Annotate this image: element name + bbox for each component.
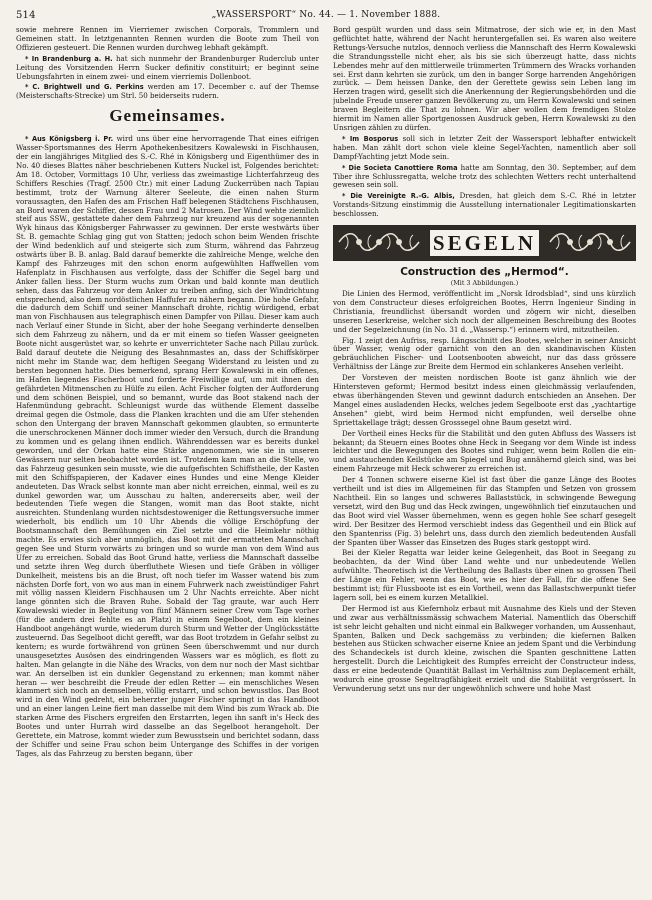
left-ornament: [337, 229, 421, 255]
article-paragraph: Der 4 Tonnen schwere eiserne Kiel ist fast über die ganze Länge des Bootes vertheilt und ist dies im Allgemeinen für das Stampfen und Setzen von grossem Nachtheil. Ein so langes und schweres Ballaststück, in schwingende Bewegung versetzt, wird den Bug und das Heck zwingen, ungewöhnlich tief einzutauchen und das Boot wird viel Wasser übernehmen, wenn es gegen hohle See scharf gesegelt wird. Der Besitzer des Hermod verschiebt indess das Gegentheil und ein Blick auf den Spantenriss (Fig. 3) belehrt uns, dass durch den ziemlich bedeutenden Ausfall der Spanten über Wasser das Einsetzen des Buges stark gestoppt wird.: [333, 475, 636, 547]
brandenburg-lead: * In Brandenburg a. H.: [25, 54, 113, 63]
banner-plate: [429, 229, 540, 257]
right-continuation: Bord gespült wurden und dass sein Mitmatrose, der sich wie er, in den Mast geflüchtet hatte, während der Nacht heruntergefallen sei. Es waren also weitere Rettungs-Versuche nutzlos, dennoch verliess die Mannschaft des Herrn Kowalewski die Strandungsstelle nicht eher, als bis sie sich überzeugt hatte, dass nichts Lebendes mehr auf den mittlerweile trümmerten Trümmern des Wracks vorhanden sei. Erst dann kehrten sie zurück, um den in banger Sorge harrenden Angehörigen zurück. — Dem heissen Danke, den der Gerettete gewiss sein Leben lang im Herzen tragen wird, gesellt sich die Anerkennung der Regierungsbehörden und die jubelnde Freude unserer ganzen Bevölkerung zu, um Herrn Kowalewski und seinen braven Begleitern die That zu lohnen. Wir aber wollen dem fremdigen Stolze hiermit im Namen aller Sportgenossen Ausdruck geben, Herrn Kowalewski zu den Unsrigen zählen zu dürfen.: [333, 26, 636, 132]
left-column: [16, 26, 319, 896]
albis-item: [333, 192, 636, 219]
right-ornament: [548, 229, 632, 255]
koenigsberg-item: [16, 135, 319, 758]
right-column: [333, 26, 636, 896]
article-paragraph: Der Hermod ist aus Kiefernholz erbaut mit Ausnahme des Kiels und der Steven und zwar aus verhältnissmässig schwachem Material. Namentlich das Oberschiff ist sehr leicht gehalten und nicht einmal ein Balkweger vorhanden, um Aussenhaut, Spanten, Balken und Deck sachgemäss zu verbinden; die kiefernen Balken bestehen aus Stücken schwacher eiserne Kniee an jedem Spant und die Verbindung des Schandeckels ist durch kleine, zwischen die Spanten geschnittene Latten hergestellt. Durch die Leichtigkeit des Rumpfes erreicht der Constructeur indess, dass er eine bedeutende Quantität Ballast im Verhältniss zum Deplacement erhält, wodurch eine grosse Segeltragfähigkeit erzielt und die Stabilität vergrössert. In Verwunderung setzt uns nur der ungewöhnlich schwere und hohe Mast: [333, 603, 636, 693]
article-title: Construction des „Hermod“.: [400, 266, 569, 279]
running-title: „WASSERSPORT“ No. 44. — 1. November 1888.: [211, 10, 441, 20]
running-head: [16, 10, 636, 24]
page-number: 514: [16, 10, 36, 21]
article-subtitle: (Mit 3 Abbildungen.): [450, 279, 519, 288]
section-heading-gemeinsames: Gemeinsames.: [109, 106, 226, 126]
section-rule: [138, 130, 198, 131]
albis-lead: * Die Vereinigte R.-G. Albis,: [342, 192, 455, 201]
roma-body: hatte am Sonntag, den 30. September, auf dem Tiber ihre Schlussregatta, welche trotz des schlechten Wetters recht unterhaltend gewesen sein soll.: [333, 162, 636, 190]
article-paragraph: Fig. 1 zeigt den Aufriss, resp. Längsschnitt des Bootes, welcher in seiner Ansicht über Wasser, wenig oder garnicht von den an den skandinavischen Küsten gebräuchlichen Fischer- und Lootsenbooten abweicht, nur das dass grössere Verhältniss der Länge zur Breite dem Hermod ein schlankeres Ansehen verleiht.: [333, 335, 636, 372]
koenigsberg-lead: * Aus Königsberg i. Pr.: [25, 135, 114, 144]
banner-title: SEGELN: [432, 230, 537, 255]
article-paragraph: Die Linien des Hermod, veröffentlicht im „Norsk Idrodsblad“, sind uns kürzlich von dem Constructeur dieses erfolgreichen Bootes, Herrn Ingenieur Sinding in Christiania, freundlichst übersandt worden und zögern wir nicht, dieselben unseren Leserkreise, welcher sich noch der allgemeinen Beschreibung des Bootes und der Segelzeichnung (in No. 31 d. „Wassersp.“) erinnern wird, mitzutheilen.: [333, 289, 636, 334]
brandenburg-body: hat sich nunmehr der Brandenburger Ruderclub unter Leitung des Vorsitzenden Herrn Sucker definitiv constituirt; er beginnt seine Uebungsfahrten in einem zwei- und einem vierriemis Dollenboot.: [16, 53, 319, 81]
article-paragraph: Bei der Kieler Regatta war leider keine Gelegenheit, das Boot in Seegang zu beobachten, da der Wind über Land wehte und nur unbedeutende Wellen aufwühlte. Theoretisch ist die Vertheilung des Ballasts über einen so grossen Theil der Länge ein Fehler, wenn das Boot, wie es hier der Fall, für die offene See bestimmt ist; für Flussboote ist es ein Vortheil, wenn das Ballastschwerpunkt tiefer lagern soll, bei es einem kurzen Metallkiel.: [333, 548, 636, 602]
article-paragraph: Der Vortheil eines Hecks für die Stabilität und den guten Abfluss des Wassers ist bekannt; da Steuern eines Bootes ohne Heck in Seegang vor dem Winde ist indess leichter und die Bewegungen des Bootes sind ruhiger, wenn beim Rollen die ein- und austauchenden Keilstücke am Spiegel und Bug annähernd gleich sind, was bei einem Fahrzeuge mit Heck schwerer zu erreichen ist.: [333, 428, 636, 474]
koenigsberg-body: wird uns über eine hervorragende That eines eifrigen Wasser-Sportsmannes des Herrn Apothekenbesitzers Kowalewski in Fischhausen, der ein langjähriges Mitglied des S.-C. Rhé in Königsberg und Eigenthümer des in No. 40 dieses Blattes näher beschriebenen Kutters Nuckel ist, Folgendes berichtet: Am 18. October, Vormittags 10 Uhr, verliess das zweimastige Lichterfahrzeug des Schiffers Reschies (Tragf. 2500 Ctr.) mit einer Ladung Zuckerrüben nach Tapiau bestimmt, trotz der Warnung älterer Seeleute, die einen nahen Sturm voraussagten, den Hafen des am Frischen Haff belegenen Städtchens Fischhausen, an Bord waren der Schiffer, dessen Frau und 2 Matrosen. Der Wind wehte ziemlich steif aus SSW., gestattete daher dem Fahrzeug nur kreuzend aus der sogenannten Wyk hinaus das Königsberger Fahrwasser zu gewinnen. Der erste westwärts über St. B. gemachte Schlag ging gut von Statten; jedoch schon beim Wenden frischte der Wind bedenklich auf und steigerte sich zum Sturm, während das Fahrzeug ostwärts über B. B. anlag. Bald darauf bemerkte die zahlreiche Menge, welche den Kampf des Fahrzeuges mit den schon enorm aufgewühlten Haffwellen vom Hafenplatz in Fischhausen aus verfolgte, dass der Schiffer die Segel barg und Anker fallen liess. Der Sturm wuchs zum Orkan und bald konnte man deutlich sehen, dass das Fahrzeug vor dem Anker zu treiben anfing, sich der Windrichtung entsprechend, also dem nordöstlichen Haffufer zu nähern begann. Die hohe Gefahr, die dadurch dem Schiff und seiner Mannschaft drohte, richtig würdigend, erbat man von Fischhausen aus telegraphisch einen Dampfer von Pillau. Dieser kam auch nach Verlauf einer Stunde in Sicht, aber der hohe Seegang verhinderte denselben sich dem Fahrzeug zu nähern, und da er mit einem so tiefen Wasser geeigneten Boote nicht ausgerüstet war, so kehrte er unverrichteter Sache nach Pillau zurück. Bald darauf deutete die Neigung des Besahnmastes an, dass der Schiffskörper nicht mehr im Stande war, dem heftigen Seegang Widerstand zu leisten und zu bersten begonnen hatte. Dies bemerkend, sprang Herr Kowalewski in ein offenes, im Hafen liegendes Fischerboot und forderte Freiwillige auf, um mit ihnen den gefährdeten Mitmenschen zu Hülfe zu eilen. Acht Fischer folgten der Aufforderung und dem schönen Beispiel, und so bemannt, wurde das Boot stakend nach der Hafenmündung gebracht. Schleunigst wurde das wüthende Element dasselbe dreimal gegen die Ostmole, dass die Planken krachten und die am Ufer stehenden schon den Untergang der braven Mannschaft gekommen glaubten, so ermunterte die unerschrockenen Männer doch immer wieder den Versuch, durch die Brandung zu kommen und es gelang ihnen endlich. Währenddessen war es bereits dunkel geworden, und der Orkan hatte eine Stärke angenommen, wie sie in unseren Gewässern nur selten beobachtet worden ist. Trotzdem kam man an die Stelle, wo das Fahrzeug gesunken sein musste, wie die aufgefischten Schiffstheile, der Kasten mit den Schiffspapieren, der Kadaver eines Hundes und eine Menge Kleider andeuteten. Das Wrack selbst konnte man aber nicht erreichen, einmal, weil es zu dunkel geworden war, um Ausschau zu halten, andererseits aber, weil der bedeutenden Tiefe wegen die Stangen, womit man das Boot stakte, nicht ausreichten. Stundenlang wurden nichtsdestoweniger die Rettungsversuche immer wiederholt, bis endlich um 10 Uhr Abends die völlige Erschöpfung der Bootsmannschaft den Bemühungen ein Ziel setzte und die Heimkehr nöthig machte. Es erwies sich aber unmöglich, das Boot mit der ermatteten Mannschaft gegen See und Sturm vorwärts zu bringen und so wurde man von dem Wind aus Ufer zu erreichen. Sobald das Boot Grund hatte, verliess die Mannschaft dasselbe und setzte ihren Weg durch überfluthete Wiesen und tiefe Gräben in völliger Dunkelheit, meistens bis an die Brust, oft noch tiefer im Wasser watend bis zum nächsten Dorfe fort, von wo aus man in einem Fuhrwerk nach zweistündiger Fahrt mit völlig nassen Kleidern Fischhausen um 2 Uhr Nachts erreichte. Aber nicht lange gönnten sich die Braven Ruhe. Sobald der Tag graute, war auch Herr Kowalewski wieder in Begleitung von fünf Männern seiner Crew vom Tage vorher (für die andern drei fehlte es an Platz) in einem Segelboot, dem ein kleines Handboot angehängt wurde, wiederum durch Sturm und Wetter der Unglücksstätte zusteuernd. Das Segelboot dicht gerefft, war das Boot trotzdem in Gefahr selbst zu kentern; es wurde fortwährend von grünen Seen überschwemmt und nur durch unausgesetztes Ausösen des eindringenden Wassers war es möglich, es flott zu halten. Man gelangte in die Nähe des Wracks, von dem nur noch der Mast sichtbar war. An derselben ist ein dunkler Gegenstand zu erkennen; man kommt näher heran — wer beschreibt die Freude der edlen Retter — ein menschliches Wesen klammert sich noch an demselben, völlig erstarrt, und schon bewusstlos. Das Boot wird in den Wind gedreht, ein beherzter junger Fischer springt in das Handboot und an einer langen Leine fiert man dasselbe mit dem Wind bis zum Wrack ab. Die starken Arme des Fischers ergreifen den Erstarrten, legen ihn sanft in's Heck des Bootes und unter Hurrah wird dasselbe an das Segelboot herangeholt. Der Gerettete, ein Matrose, kommt wieder zum Bewusstsein und berichtet sodann, dass der Schiffer und seine Frau schon beim Untergange des Schiffes in der vorigen Tages, als das Fahrzeug zu bersten begann, über: [16, 134, 319, 758]
brightwell-body: werden am 17. December c. auf der Themse (Meisterschafts-Strecke) um Strl. 50 beiderseits rudern.: [16, 82, 319, 101]
brightwell-item: [16, 83, 319, 101]
bosporus-lead: * Im Bosporus: [342, 134, 399, 143]
bosporus-body: soll sich in letzter Zeit der Wassersport lebhafter entwickelt haben. Man zählt dort schon viele kleine Segel-Yachten, namentlich aber soll Dampf-Yachting jetzt Mode sein.: [333, 133, 636, 161]
roma-item: [333, 164, 636, 191]
brightwell-lead: * C. Brightwell und G. Perkins: [25, 83, 144, 92]
segeln-banner: [333, 225, 636, 261]
article-paragraph: Der Vorsteven der meisten nordischen Boote ist ganz ähnlich wie der Hintersteven geformt; Hermod besitzt indess einen gleichmässig verlaufenden, etwas überhängenden Steven und gewinnt dadurch entschieden an Ansehen. Der Mangel eines ausladenden Hecks, welches jedem Segelboote erst das „yachtartige Ansehen“ giebt, wird beim Hermod nicht empfunden, weil derselbe ohne Spriettakellage trägt; dessen Grosssegel ohne Baum gesetzt wird.: [333, 373, 636, 427]
bosporus-item: [333, 135, 636, 162]
roma-lead: * Die Societa Canottiere Roma: [342, 163, 458, 172]
brandenburg-item: [16, 55, 319, 82]
left-continuation: sowie mehrere Rennen im Vierriemer zwischen Corporals, Trommlern und Gemeinen statt. In letztgenannten Rennen wurden die Boote zum Theil von Offizieren gesteuert. Die Rennen wurden durchweg lebhaft gekämpft.: [16, 26, 319, 52]
albis-body: Dresden, hat gleich dem S.-C. Rhé in letzter Vorstands-Sitzung einstimmig die Ausstellung internationaler Legitimationskarten beschlossen.: [333, 191, 636, 219]
